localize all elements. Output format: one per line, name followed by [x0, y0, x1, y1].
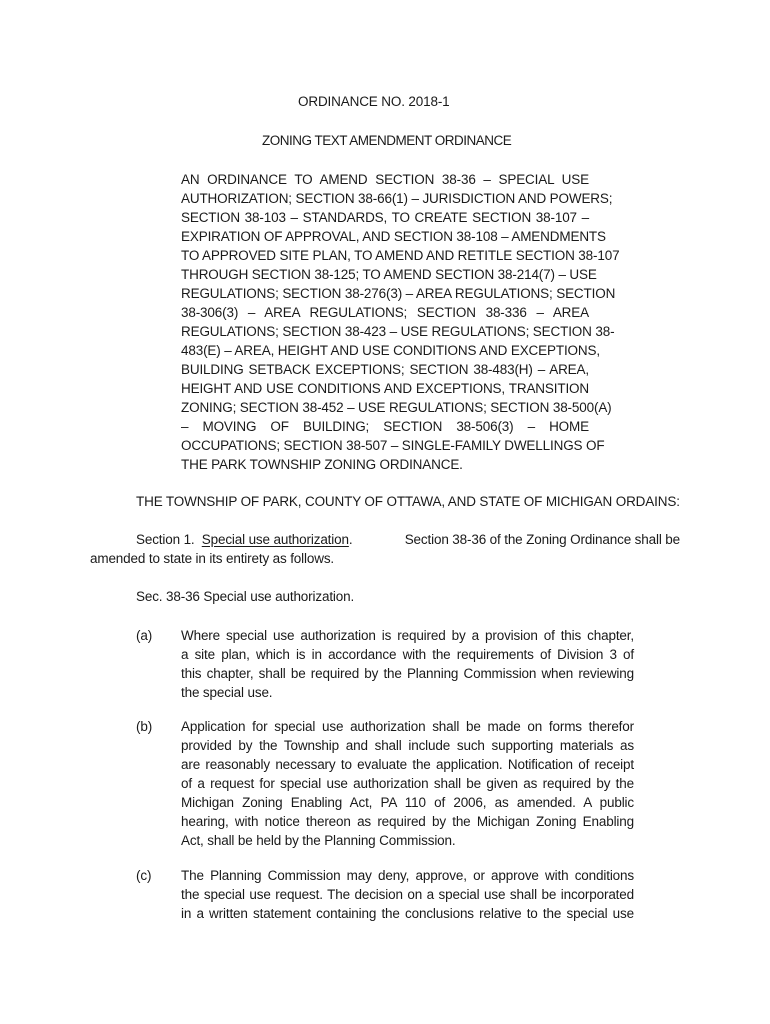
preamble-line: 38-306(3) – AREA REGULATIONS; SECTION 38-336 – AREA	[181, 305, 589, 320]
preamble-line: AN ORDINANCE TO AMEND SECTION 38-36 – SPECIAL USE	[181, 172, 589, 187]
subsection-label: (c)	[136, 868, 152, 883]
subsection-line: hearing, with notice thereon as required by the Michigan Zoning Enabling	[181, 814, 634, 829]
subsection-line: provided by the Township and shall include such supporting materials as	[181, 738, 634, 753]
ordains-statement: THE TOWNSHIP OF PARK, COUNTY OF OTTAWA, AND STATE OF MICHIGAN ORDAINS:	[136, 494, 680, 509]
preamble-line: TO APPROVED SITE PLAN, TO AMEND AND RETITLE SECTION 38-107	[181, 248, 620, 263]
preamble-line: SECTION 38-103 – STANDARDS, TO CREATE SECTION 38-107 –	[181, 210, 589, 225]
subsection-line: are reasonably necessary to evaluate the application. Notification of receipt	[181, 757, 634, 772]
sec-38-36-title: Sec. 38-36 Special use authorization.	[136, 589, 355, 604]
preamble-line: ZONING; SECTION 38-452 – USE REGULATIONS; SECTION 38-500(A)	[181, 400, 612, 415]
preamble-line: HEIGHT AND USE CONDITIONS AND EXCEPTIONS, TRANSITION	[181, 381, 589, 396]
subsection-label: (b)	[136, 719, 153, 734]
subsection-line: The Planning Commission may deny, approve, or approve with conditions	[181, 868, 634, 883]
preamble-line: THROUGH SECTION 38-125; TO AMEND SECTION 38-214(7) – USE	[181, 267, 597, 282]
subsection-line: Application for special use authorization shall be made on forms therefor	[181, 719, 634, 734]
section-1-heading: Special use authorization	[201, 532, 349, 547]
subsection-line: in a written statement containing the conclusions relative to the special use	[181, 906, 634, 921]
section-1-intro	[136, 530, 680, 549]
preamble-line: BUILDING SETBACK EXCEPTIONS; SECTION 38-483(H) – AREA,	[181, 362, 589, 377]
subsection-line: the special use request. The decision on a special use shall be incorporated	[181, 887, 634, 902]
preamble-line: 483(E) – AREA, HEIGHT AND USE CONDITIONS AND EXCEPTIONS,	[181, 343, 600, 358]
subsection-line: a site plan, which is in accordance with the requirements of Division 3 of	[181, 647, 634, 662]
preamble-line: EXPIRATION OF APPROVAL, AND SECTION 38-108 – AMENDMENTS	[181, 229, 606, 244]
preamble-line: AUTHORIZATION; SECTION 38-66(1) – JURISDICTION AND POWERS;	[181, 191, 613, 206]
subsection-line: the special use.	[181, 685, 273, 700]
section-1-text: Section 38-36 of the Zoning Ordinance shall be	[404, 532, 680, 547]
subsection-line: Where special use authorization is required by a provision of this chapter,	[181, 628, 634, 643]
preamble-line: – MOVING OF BUILDING; SECTION 38-506(3) – HOME	[181, 419, 589, 434]
section-1-heading-period: .	[348, 532, 353, 547]
preamble-line: REGULATIONS; SECTION 38-423 – USE REGULATIONS; SECTION 38-	[181, 324, 615, 339]
subsection-line: this chapter, shall be required by the Planning Commission when reviewing	[181, 666, 634, 681]
section-1-lead	[136, 530, 352, 549]
preamble-line: REGULATIONS; SECTION 38-276(3) – AREA REGULATIONS; SECTION	[181, 286, 616, 301]
section-1-text-line-2: amended to state in its entirety as follows.	[90, 551, 335, 566]
section-1-number: Section 1.	[136, 532, 195, 547]
ordinance-title: ZONING TEXT AMENDMENT ORDINANCE	[262, 133, 512, 148]
preamble-line: OCCUPATIONS; SECTION 38-507 – SINGLE-FAMILY DWELLINGS OF	[181, 438, 605, 453]
subsection-line: Michigan Zoning Enabling Act, PA 110 of 2006, as amended. A public	[181, 795, 634, 810]
subsection-label: (a)	[136, 628, 153, 643]
subsection-line: Act, shall be held by the Planning Commission.	[181, 833, 456, 848]
ordinance-number: ORDINANCE NO. 2018-1	[298, 94, 450, 109]
preamble-line: THE PARK TOWNSHIP ZONING ORDINANCE.	[181, 457, 463, 472]
subsection-line: of a request for special use authorization shall be given as required by the	[181, 776, 634, 791]
